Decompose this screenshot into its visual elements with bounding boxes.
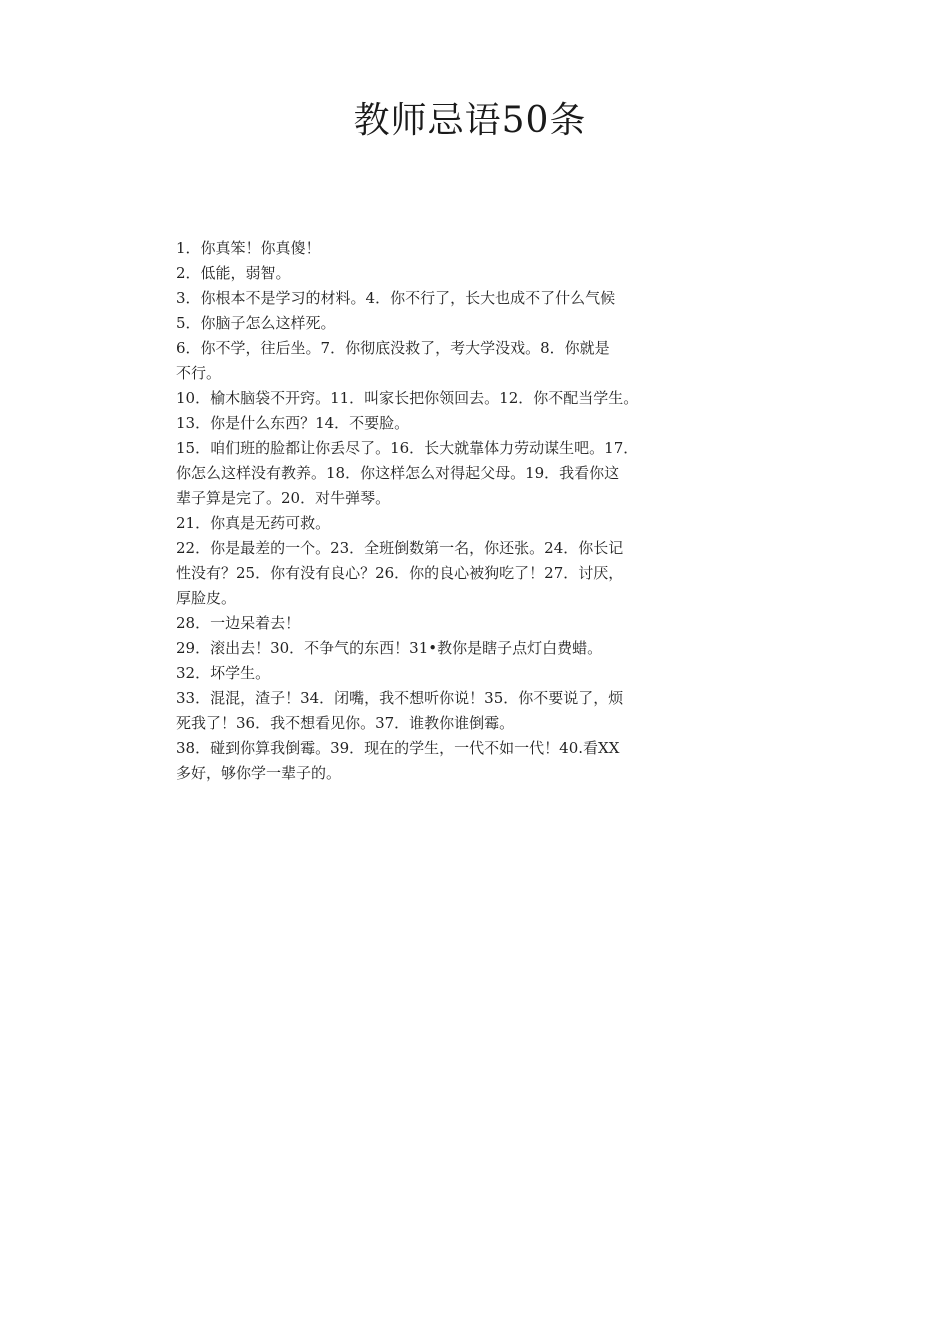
paragraph bbox=[176, 261, 676, 286]
paragraph-line: 21．你真是无药可救。 bbox=[176, 514, 331, 532]
paragraph-line: 32．坏学生。 bbox=[176, 664, 271, 682]
paragraph-line: 厚脸皮。 bbox=[176, 589, 237, 607]
paragraph bbox=[176, 511, 676, 536]
paragraph-line: 33．混混，渣子！34．闭嘴，我不想听你说！35．你不要说了，烦 bbox=[176, 689, 624, 707]
paragraph bbox=[176, 661, 676, 686]
paragraph-line: 死我了！36．我不想看见你。37．谁教你谁倒霉。 bbox=[176, 714, 515, 732]
paragraph-line: 6．你不学，往后坐。7．你彻底没救了，考大学没戏。8．你就是 bbox=[176, 339, 610, 357]
paragraph-line: 15．咱们班的脸都让你丢尽了。16．长大就靠体力劳动谋生吧。17． bbox=[176, 439, 639, 457]
paragraph bbox=[176, 686, 676, 736]
paragraph-line: 10．榆木脑袋不开窍。11．叫家长把你领回去。12．你不配当学生。 bbox=[176, 389, 639, 407]
paragraph bbox=[176, 636, 676, 661]
paragraph bbox=[176, 536, 676, 611]
paragraph-line: 29．滚出去！30．不争气的东西！31•教你是瞎子点灯白费蜡。 bbox=[176, 639, 603, 657]
paragraph bbox=[176, 236, 676, 261]
paragraph bbox=[176, 286, 676, 311]
paragraph bbox=[176, 736, 676, 786]
paragraph-line: 你怎么这样没有教养。18．你这样怎么对得起父母。19．我看你这 bbox=[176, 464, 620, 482]
paragraph bbox=[176, 436, 676, 511]
paragraph bbox=[176, 611, 676, 636]
paragraph-line: 5．你脑子怎么这样死。 bbox=[176, 314, 336, 332]
paragraph-line: 2．低能，弱智。 bbox=[176, 264, 291, 282]
paragraph-line: 13．你是什么东西？14．不要脸。 bbox=[176, 414, 410, 432]
paragraph-line: 28．一边呆着去！ bbox=[176, 614, 301, 632]
paragraph-line: 38．碰到你算我倒霉。39．现在的学生，一代不如一代！40.看XX bbox=[176, 739, 620, 757]
paragraph bbox=[176, 311, 676, 336]
paragraph bbox=[176, 336, 676, 386]
document-body bbox=[176, 236, 676, 786]
paragraph-line: 22．你是最差的一个。23．全班倒数第一名，你还张。24．你长记 bbox=[176, 539, 624, 557]
document-title: 教师忌语50条 bbox=[353, 100, 587, 141]
paragraph-line: 性没有？25．你有没有良心？26．你的良心被狗吃了！27．讨厌， bbox=[176, 564, 624, 582]
paragraph bbox=[176, 386, 676, 411]
paragraph-line: 1．你真笨！你真傻！ bbox=[176, 239, 321, 257]
paragraph-line: 3．你根本不是学习的材料。4．你不行了，长大也成不了什么气候 bbox=[176, 289, 616, 307]
paragraph-line: 辈子算是完了。20．对牛弹琴。 bbox=[176, 489, 391, 507]
paragraph bbox=[176, 411, 676, 436]
paragraph-line: 不行。 bbox=[176, 364, 222, 382]
paragraph-line: 多好，够你学一辈子的。 bbox=[176, 764, 342, 782]
